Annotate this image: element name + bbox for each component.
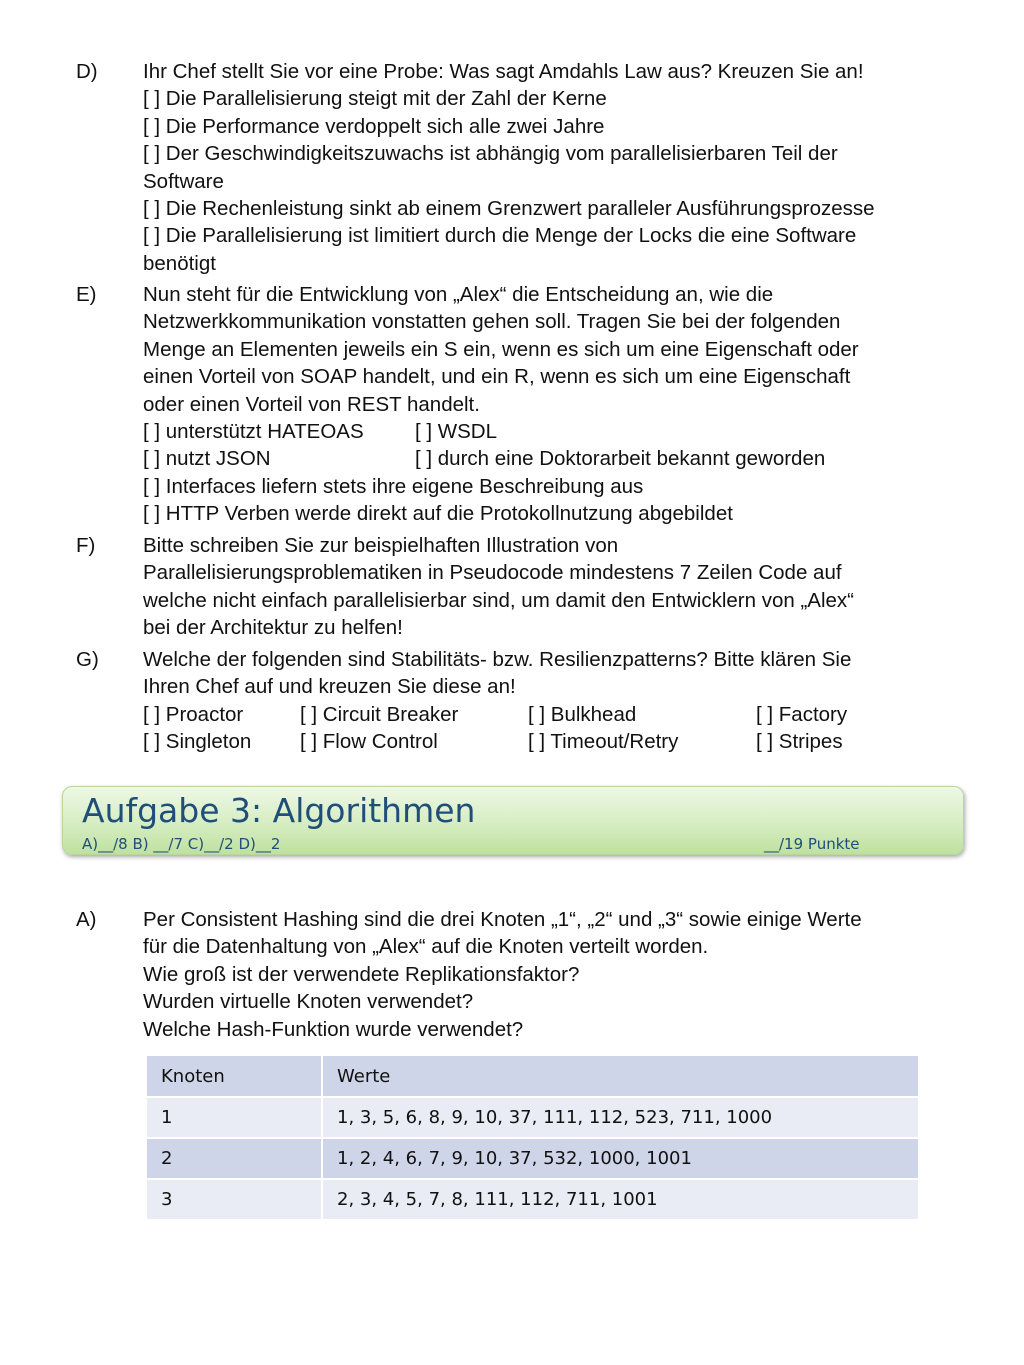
option-factory: [ ] Factory [756,702,848,726]
option-wsdl: [ ] WSDL [415,420,498,444]
option-line: Software [143,169,224,193]
cell-werte: 2, 3, 4, 5, 7, 8, 111, 112, 711, 1001 [322,1179,919,1220]
table-header-row [147,1056,919,1097]
table-row [147,1097,919,1138]
question-a-text: für die Datenhaltung von „Alex“ auf die Knoten verteilt worden. [143,935,709,959]
question-a-label: A) [76,908,97,931]
option-hateoas: [ ] unterstützt HATEOAS [143,420,364,444]
question-g-text: Ihren Chef auf und kreuzen Sie diese an! [143,675,516,699]
question-e [76,281,976,528]
cell-knoten: 2 [147,1138,322,1179]
question-f-text: welche nicht einfach parallelisierbar sind, um damit den Entwicklern von „Alex“ [143,588,854,612]
option-interfaces: [ ] Interfaces liefern stets ihre eigene Beschreibung aus [143,474,644,498]
cell-werte: 1, 3, 5, 6, 8, 9, 10, 37, 111, 112, 523, 711, 1000 [322,1097,919,1138]
pattern-row [143,701,976,728]
question-e-label: E) [76,283,97,306]
question-f [76,532,976,642]
question-e-text: Menge an Elementen jeweils ein S ein, wenn es sich um eine Eigenschaft oder [143,337,859,361]
question-e-text: Netzwerkkommunikation vonstatten gehen soll. Tragen Sie bei der folgenden [143,310,841,334]
question-e-text: Nun steht für die Entwicklung von „Alex“ die Entscheidung an, wie die [143,283,774,306]
header-werte: Werte [322,1056,919,1097]
question-d-label: D) [76,60,98,83]
option-bulkhead: [ ] Bulkhead [528,702,637,726]
table-row [147,1179,919,1220]
pattern-row [143,728,976,755]
option-doktorarbeit: [ ] durch eine Doktorarbeit bekannt geworden [415,447,826,471]
question-a-text: Wie groß ist der verwendete Replikationsfaktor? [143,962,580,986]
knoten-werte-table [147,1056,920,1221]
option-line: benötigt [143,251,216,275]
cell-knoten: 3 [147,1179,322,1220]
question-e-text: einen Vorteil von SOAP handelt, und ein R, wenn es sich um eine Eigenschaft [143,365,851,389]
option-stripes: [ ] Stripes [756,730,843,754]
option-http-verben: [ ] HTTP Verben werde direkt auf die Protokollnutzung abgebildet [143,502,733,526]
section-banner [62,786,964,855]
cell-werte: 1, 2, 4, 6, 7, 9, 10, 37, 532, 1000, 1001 [322,1138,919,1179]
option-line: [ ] Die Parallelisierung ist limitiert durch die Menge der Locks die eine Software [143,224,857,248]
question-f-text: Bitte schreiben Sie zur beispielhaften Illustration von [143,534,619,557]
question-a-text: Welche Hash-Funktion wurde verwendet? [143,1017,524,1041]
option-json: [ ] nutzt JSON [143,447,271,471]
option-proactor: [ ] Proactor [143,702,244,726]
question-f-text: bei der Architektur zu helfen! [143,616,403,640]
option-flow-control: [ ] Flow Control [300,730,438,754]
question-a-text: Per Consistent Hashing sind die drei Knoten „1“, „2“ und „3“ sowie einige Werte [143,908,862,931]
option-timeout-retry: [ ] Timeout/Retry [528,730,679,754]
cell-knoten: 1 [147,1097,322,1138]
section-total-points: __/19 Punkte [764,835,860,853]
option-line: [ ] Die Performance verdoppelt sich alle zwei Jahre [143,114,605,138]
option-line: [ ] Der Geschwindigkeitszuwachs ist abhängig vom parallelisierbaren Teil der [143,142,838,166]
question-g-text: Welche der folgenden sind Stabilitäts- bzw. Resilienzpatterns? Bitte klären Sie [143,648,852,671]
option-row [143,418,976,445]
question-d-prompt: Ihr Chef stellt Sie vor eine Probe: Was sagt Amdahls Law aus? Kreuzen Sie an! [143,60,864,83]
section-points-breakdown: A)__/8 B) __/7 C)__/2 D)__2 [82,835,281,853]
option-circuit-breaker: [ ] Circuit Breaker [300,702,459,726]
question-e-text: oder einen Vorteil von REST handelt. [143,392,480,416]
question-g-label: G) [76,648,99,671]
section-title: Aufgabe 3: Algorithmen [82,791,476,830]
option-line: [ ] Die Rechenleistung sinkt ab einem Grenzwert paralleler Ausführungsprozesse [143,197,875,221]
question-f-text: Parallelisierungsproblematiken in Pseudocode mindestens 7 Zeilen Code auf [143,561,842,585]
option-row [143,445,976,472]
question-a [76,906,976,1043]
header-knoten: Knoten [147,1056,322,1097]
option-line: [ ] Die Parallelisierung steigt mit der Zahl der Kerne [143,87,607,111]
question-a-text: Wurden virtuelle Knoten verwendet? [143,990,474,1014]
question-g [76,646,976,756]
question-f-label: F) [76,534,96,557]
option-singleton: [ ] Singleton [143,730,252,754]
question-d [76,58,976,277]
table-row [147,1138,919,1179]
